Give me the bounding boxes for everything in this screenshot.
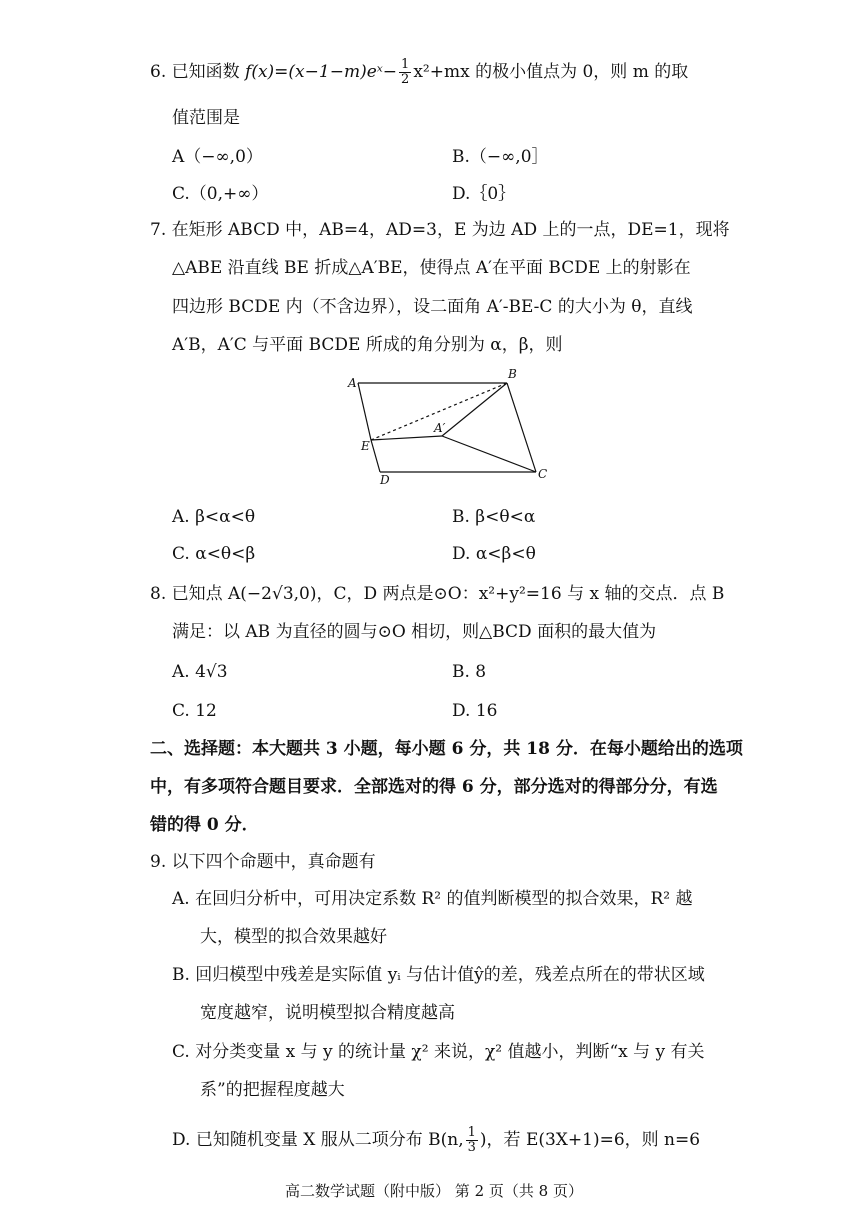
q7-line2: △ABE 沿直线 BE 折成△A′BE，使得点 A′在平面 BCDE 上的射影在: [172, 258, 691, 278]
q6-text-a: 6. 已知函数: [150, 62, 240, 82]
label-D: D: [380, 473, 390, 487]
q9-d-frac-den: 3: [467, 1140, 476, 1155]
page-footer: 高二数学试题（附中版） 第 2 页（共 8 页）: [285, 1182, 583, 1200]
q6-function: f(x)=(x−1−m)eˣ−: [245, 62, 398, 82]
q9-d-fraction: [466, 1126, 478, 1155]
q9-d-text-a: D. 已知随机变量 X 服从二项分布 B(n,: [172, 1130, 464, 1150]
label-Aprime: A′: [434, 421, 446, 435]
label-E: E: [361, 439, 370, 453]
q6-line2: 值范围是: [172, 108, 240, 128]
q9-c-line1: C. 对分类变量 x 与 y 的统计量 χ² 来说，χ² 值越小，判断“x 与 y 有关: [172, 1042, 705, 1062]
q9-a-line2: 大，模型的拟合效果越好: [200, 927, 387, 947]
q9-d-line: [172, 1126, 700, 1155]
q6-frac-den: 2: [401, 72, 410, 87]
q8-line2: 满足：以 AB 为直径的圆与⊙O 相切，则△BCD 面积的最大值为: [172, 622, 657, 642]
q6-text-b: x²+mx 的极小值点为 0，则 m 的取: [413, 62, 689, 82]
q7-option-a: A. β<α<θ: [172, 507, 256, 527]
q8-option-d: D. 16: [452, 701, 498, 721]
q9-stem: 9. 以下四个命题中，真命题有: [150, 852, 376, 872]
q7-geometry-figure: [340, 362, 560, 487]
q9-d-text-b: )，若 E(3X+1)=6，则 n=6: [479, 1130, 701, 1150]
q6-fraction: [399, 58, 411, 87]
label-A: A: [348, 376, 357, 390]
edge-BC: [507, 383, 536, 472]
q8-line1: 8. 已知点 A(−2√3,0)，C，D 两点是⊙O：x²+y²=16 与 x 轴的交点．点 B: [150, 584, 725, 604]
q6-option-c: C.（0,+∞）: [172, 184, 269, 204]
q9-a-line1: A. 在回归分析中，可用决定系数 R² 的值判断模型的拟合效果，R² 越: [172, 889, 693, 909]
edge-ED: [371, 440, 380, 472]
label-B: B: [508, 367, 517, 381]
section2-line3: 错的得 0 分．: [150, 815, 259, 835]
q7-line1: 7. 在矩形 ABCD 中，AB=4，AD=3，E 为边 AD 上的一点，DE=1，现将: [150, 220, 730, 240]
q7-option-d: D. α<β<θ: [452, 544, 536, 564]
edge-ApB: [442, 383, 507, 436]
q6-frac-num: 1: [401, 57, 410, 72]
q7-line3: 四边形 BCDE 内（不含边界），设二面角 A′-BE-C 的大小为 θ，直线: [172, 297, 693, 317]
q9-d-frac-num: 1: [467, 1125, 476, 1140]
q7-option-c: C. α<θ<β: [172, 544, 256, 564]
q7-line4: A′B，A′C 与平面 BCDE 所成的角分别为 α，β，则: [172, 335, 563, 355]
q6-option-d: D.｛0｝: [452, 184, 516, 204]
section2-line1: 二、选择题：本大题共 3 小题，每小题 6 分，共 18 分．在每小题给出的选项: [150, 739, 743, 759]
q9-c-line2: 系”的把握程度越大: [200, 1080, 345, 1100]
q9-b-line1: B. 回归模型中残差是实际值 yᵢ 与估计值ŷ的差，残差点所在的带状区域: [172, 965, 705, 985]
edge-AE: [358, 383, 371, 440]
section2-line2: 中，有多项符合题目要求．全部选对的得 6 分，部分选对的得部分分，有选: [150, 777, 718, 797]
q8-option-b: B. 8: [452, 662, 487, 682]
edge-EAp: [371, 436, 442, 440]
q8-option-c: C. 12: [172, 701, 217, 721]
q6-option-a: A（−∞,0）: [172, 147, 263, 167]
label-C: C: [538, 467, 548, 481]
q9-b-line2: 宽度越窄，说明模型拟合精度越高: [200, 1003, 455, 1023]
q8-option-a: A. 4√3: [172, 662, 228, 682]
q6-option-b: B.（−∞,0］: [452, 147, 549, 167]
q7-option-b: B. β<θ<α: [452, 507, 536, 527]
q6-line1: [150, 58, 688, 87]
edge-ApC: [442, 436, 536, 472]
